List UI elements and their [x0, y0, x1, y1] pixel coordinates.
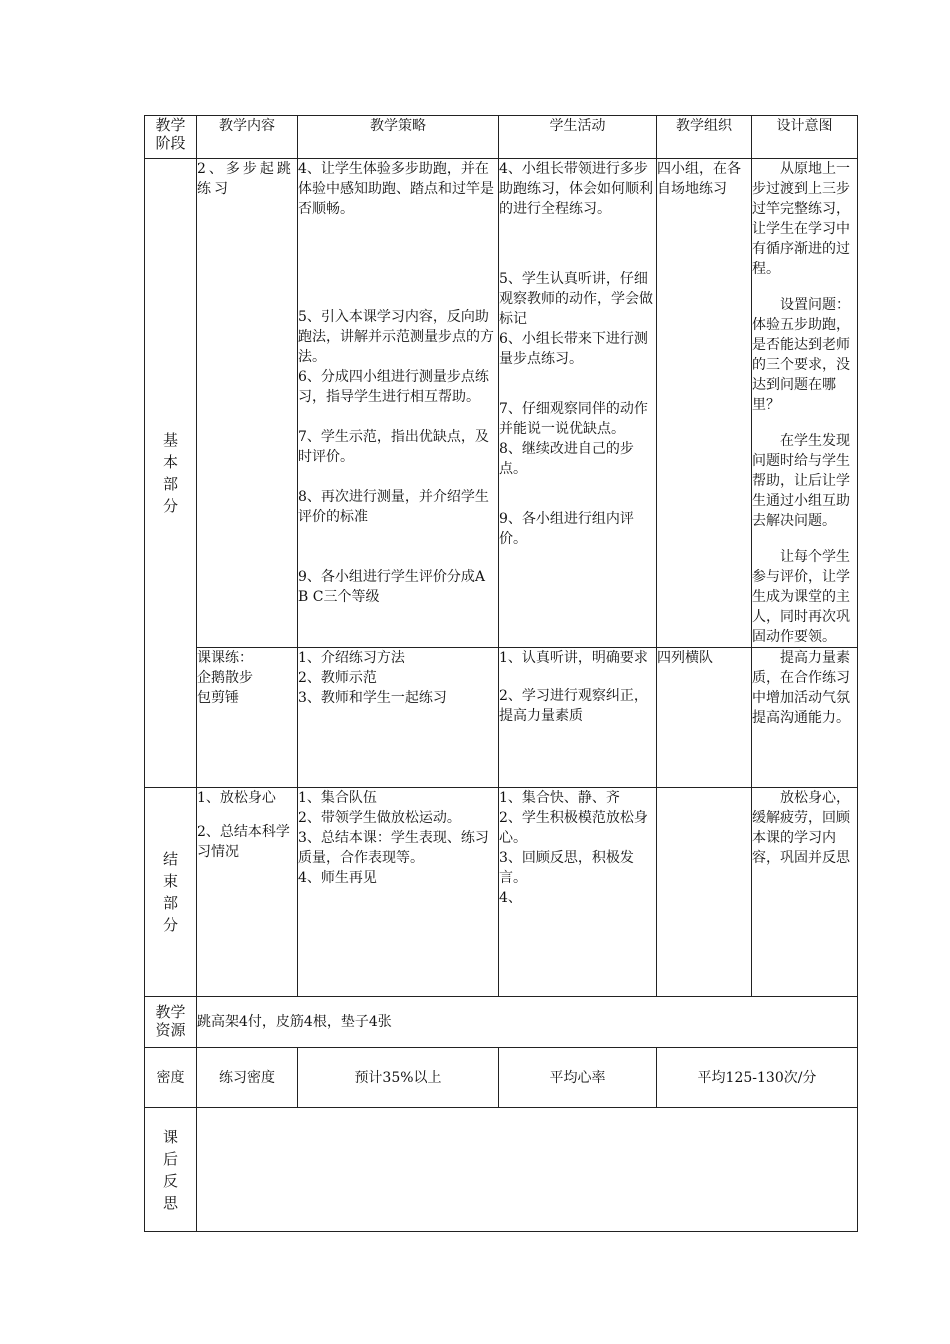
basic-exercise-row: [145, 648, 858, 788]
reflection-label: 课后反思: [145, 1108, 197, 1232]
basic-main-intent: 从原地上一步过渡到上三步过竿完整练习，让学生在学习中有循序渐进的过程。 设置问题：体验五步助跑，是否能达到老师的三个要求，没达到问题在哪里？ 在学生发现问题时给与学生帮助，让后让学生通过小组互助去解决问题。 让每个学生参与评价，让学生成为课堂的主人，同时再次巩固动作要领。: [752, 159, 858, 648]
density-practice-label: 练习密度: [197, 1048, 298, 1108]
basic-main-row: [145, 159, 858, 648]
resources-label: 教学资源: [145, 997, 197, 1048]
exercise-content: 课课练： 企鹅散步 包剪锤: [197, 648, 298, 788]
header-organization: 教学组织: [657, 116, 752, 159]
ending-activity: 1、集合快、静、齐 2、学生积极模范放松身心。 3、回顾反思，积极发言。 4、: [499, 788, 657, 997]
header-strategy: 教学策略: [298, 116, 499, 159]
exercise-organization: 四列横队: [657, 648, 752, 788]
basic-main-organization: 四小组，在各自场地练习: [657, 159, 752, 648]
density-heart-value: 平均125-130次/分: [657, 1048, 858, 1108]
stage-basic: 基本部分: [145, 159, 197, 788]
header-content: 教学内容: [197, 116, 298, 159]
basic-main-strategy: 4、让学生体验多步助跑，并在体验中感知助跑、踏点和过竿是否顺畅。 5、引入本课学习内容，反向助跑法，讲解并示范测量步点的方法。 6、分成四小组进行测量步点练习，指导学生进行相互帮助。 7、学生示范，指出优缺点，及时评价。 8、再次进行测量，并介绍学生评价的标准 9、各小组进行学生评价分成A B C三个等级: [298, 159, 499, 648]
density-heart-label: 平均心率: [499, 1048, 657, 1108]
header-row: [145, 116, 858, 159]
density-label: 密度: [145, 1048, 197, 1108]
resources-row: [145, 997, 858, 1048]
basic-main-content: 2、多步起跳练习: [197, 159, 298, 648]
exercise-intent: 提高力量素质，在合作练习中增加活动气氛提高沟通能力。: [752, 648, 858, 788]
reflection-row: [145, 1108, 858, 1232]
header-stage: 教学阶段: [145, 116, 197, 159]
exercise-activity: 1、认真听讲，明确要求 2、学习进行观察纠正，提高力量素质: [499, 648, 657, 788]
ending-strategy: 1、集合队伍 2、带领学生做放松运动。 3、总结本课：学生表现、练习质量，合作表现等。 4、师生再见: [298, 788, 499, 997]
density-row: [145, 1048, 858, 1108]
reflection-text: [197, 1108, 858, 1232]
ending-row: [145, 788, 858, 997]
ending-content: 1、放松身心 2、总结本科学习情况: [197, 788, 298, 997]
header-activity: 学生活动: [499, 116, 657, 159]
resources-text: 跳高架4付，皮筋4根，垫子4张: [197, 997, 858, 1048]
stage-ending: 结束部分: [145, 788, 197, 997]
lesson-plan-table: [144, 115, 858, 1232]
basic-main-activity: 4、小组长带领进行多步助跑练习，体会如何顺利的进行全程练习。 5、学生认真听讲，仔细观察教师的动作，学会做标记 6、小组长带来下进行测量步点练习。 7、仔细观察同伴的动作并能说一说优缺点。 8、继续改进自己的步点。 9、各小组进行组内评价。: [499, 159, 657, 648]
exercise-strategy: 1、介绍练习方法 2、教师示范 3、教师和学生一起练习: [298, 648, 499, 788]
ending-intent: 放松身心，缓解疲劳，回顾本课的学习内容，巩固并反思: [752, 788, 858, 997]
density-practice-value: 预计35%以上: [298, 1048, 499, 1108]
header-intent: 设计意图: [752, 116, 858, 159]
ending-organization: [657, 788, 752, 997]
